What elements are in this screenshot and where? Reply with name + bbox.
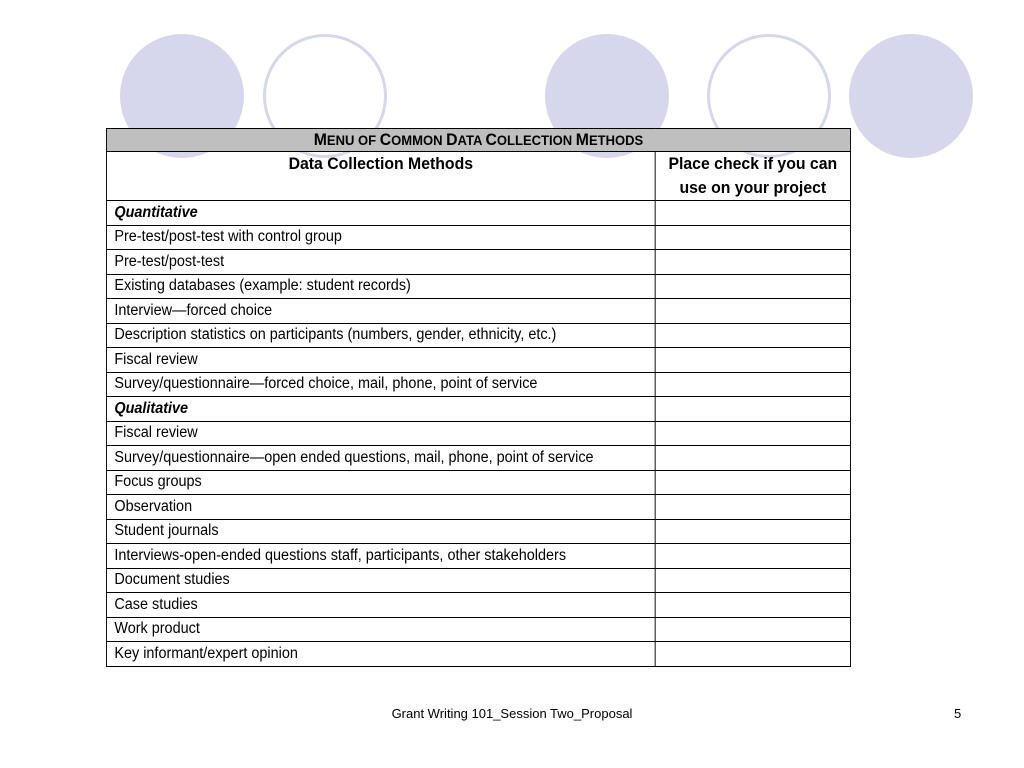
method-label: Interview—forced choice — [106, 299, 655, 324]
table-row — [106, 544, 850, 569]
table-row — [106, 323, 850, 348]
table-title: MENU OF COMMON DATA COLLECTION METHODS — [106, 129, 850, 152]
method-label: Pre-test/post-test with control group — [106, 225, 655, 250]
check-cell[interactable] — [655, 642, 850, 667]
method-label: Document studies — [106, 568, 655, 593]
check-cell[interactable] — [655, 495, 850, 520]
page-number: 5 — [954, 706, 962, 721]
table-section-row — [106, 201, 850, 226]
check-cell[interactable] — [655, 617, 850, 642]
table-row — [106, 348, 850, 373]
check-cell[interactable] — [655, 274, 850, 299]
table-row — [106, 299, 850, 324]
check-cell[interactable] — [655, 225, 850, 250]
method-label: Observation — [106, 495, 655, 520]
data-collection-methods-table — [106, 128, 851, 667]
check-cell[interactable] — [655, 593, 850, 618]
table-title-row — [106, 129, 850, 152]
check-cell[interactable] — [655, 421, 850, 446]
footer-text: Grant Writing 101_Session Two_Proposal — [391, 706, 633, 721]
method-label: Survey/questionnaire—open ended questions, mail, phone, point of service — [106, 446, 655, 471]
table-section-row — [106, 397, 850, 422]
table-row — [106, 250, 850, 275]
table-row — [106, 421, 850, 446]
header-methods: Data Collection Methods — [106, 152, 655, 201]
check-cell[interactable] — [655, 323, 850, 348]
table-row — [106, 372, 850, 397]
method-label: Case studies — [106, 593, 655, 618]
check-cell[interactable] — [655, 250, 850, 275]
method-label: Student journals — [106, 519, 655, 544]
check-cell[interactable] — [655, 348, 850, 373]
section-label: Qualitative — [106, 397, 655, 422]
check-cell[interactable] — [655, 397, 850, 422]
section-label: Quantitative — [106, 201, 655, 226]
table-row — [106, 593, 850, 618]
table-row — [106, 642, 850, 667]
check-cell[interactable] — [655, 299, 850, 324]
check-cell[interactable] — [655, 470, 850, 495]
method-label: Pre-test/post-test — [106, 250, 655, 275]
check-cell[interactable] — [655, 568, 850, 593]
header-check: Place check if you can use on your project — [655, 152, 850, 201]
method-label: Description statistics on participants (numbers, gender, ethnicity, etc.) — [106, 323, 655, 348]
table-row — [106, 225, 850, 250]
check-cell[interactable] — [655, 446, 850, 471]
method-label: Fiscal review — [106, 348, 655, 373]
method-label: Survey/questionnaire—forced choice, mail, phone, point of service — [106, 372, 655, 397]
table-row — [106, 568, 850, 593]
check-cell[interactable] — [655, 201, 850, 226]
table-row — [106, 519, 850, 544]
method-label: Existing databases (example: student records) — [106, 274, 655, 299]
check-cell[interactable] — [655, 519, 850, 544]
method-label: Fiscal review — [106, 421, 655, 446]
table-row — [106, 617, 850, 642]
table-row — [106, 446, 850, 471]
method-label: Interviews-open-ended questions staff, participants, other stakeholders — [106, 544, 655, 569]
table-row — [106, 274, 850, 299]
method-label: Focus groups — [106, 470, 655, 495]
table-row — [106, 470, 850, 495]
check-cell[interactable] — [655, 544, 850, 569]
decor-circle-5 — [849, 34, 973, 158]
table-header-row — [106, 152, 850, 201]
method-label: Work product — [106, 617, 655, 642]
method-label: Key informant/expert opinion — [106, 642, 655, 667]
check-cell[interactable] — [655, 372, 850, 397]
table-row — [106, 495, 850, 520]
